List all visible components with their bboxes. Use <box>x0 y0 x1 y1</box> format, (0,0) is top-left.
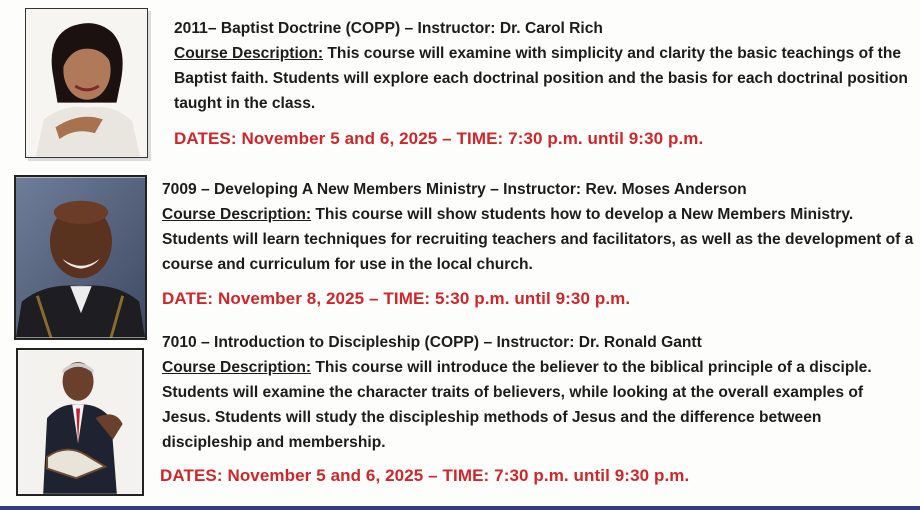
course-schedule: DATES: November 5 and 6, 2025 – TIME: 7:30 p.m. until 9:30 p.m. <box>160 466 690 485</box>
instructor-photo-carol-rich <box>25 8 148 158</box>
course-description <box>174 41 914 116</box>
course-description-text: This course will introduce the believer to the biblical principle of a disciple. Students will examine the character traits of believers, while looking at the overall examples of Jesus. Students will study the discipleship methods of Jesus and the difference between discipleship and membership. <box>162 359 872 451</box>
course-description-text: This course will show students how to develop a New Members Ministry. Students will learn techniques for recruiting teachers and facilitators, as well as the development of a course and curriculum for use in the local church. <box>162 206 914 273</box>
course-block-2011 <box>174 16 914 116</box>
instructor-photo-moses-anderson <box>14 175 147 340</box>
instructor-photo-ronald-gantt <box>16 348 144 496</box>
course-description <box>162 355 914 455</box>
course-description-label: Course Description: <box>162 359 312 376</box>
course-schedule: DATES: November 5 and 6, 2025 – TIME: 7:30 p.m. until 9:30 p.m. <box>174 129 704 148</box>
course-description-label: Course Description: <box>174 45 324 62</box>
course-heading: 7010 – Introduction to Discipleship (COPP) – Instructor: Dr. Ronald Gantt <box>162 334 702 351</box>
course-description-text: This course will examine with simplicity and clarity the basic teachings of the Baptist faith. Students will explore each doctrinal position and the basis for each doctrinal position taught in the class. <box>174 45 908 112</box>
course-block-7009 <box>162 177 914 277</box>
course-description-label: Course Description: <box>162 206 312 223</box>
portrait-image <box>16 177 145 338</box>
course-heading: 7009 – Developing A New Members Ministry – Instructor: Rev. Moses Anderson <box>162 181 747 198</box>
course-heading: 2011– Baptist Doctrine (COPP) – Instructor: Dr. Carol Rich <box>174 20 603 37</box>
portrait-image <box>26 9 147 157</box>
course-schedule: DATE: November 8, 2025 – TIME: 5:30 p.m. until 9:30 p.m. <box>162 289 631 308</box>
course-block-7010 <box>162 330 914 455</box>
bottom-divider <box>0 506 920 510</box>
course-description <box>162 202 914 277</box>
portrait-image <box>18 350 142 494</box>
